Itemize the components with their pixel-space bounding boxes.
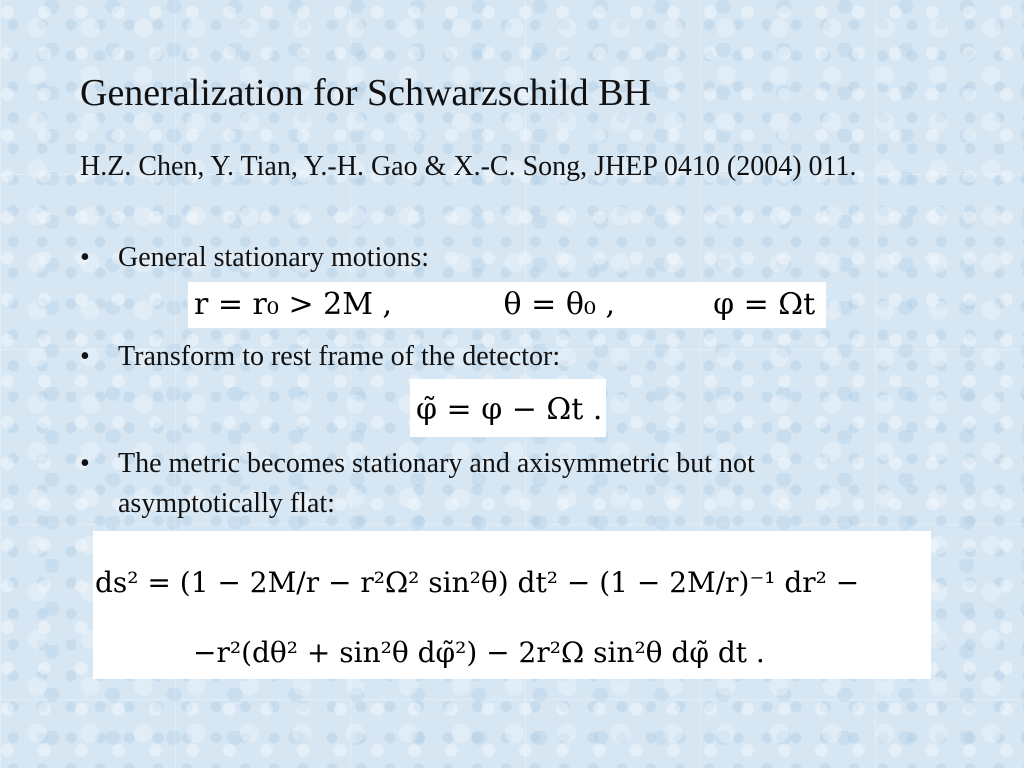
bullet-item xyxy=(80,337,908,377)
slide-title: Generalization for Schwarzschild BH xyxy=(80,72,651,114)
metric-line-1: ds² = (1 − 2M/r − r²Ω² sin²θ) dt² − (1 − 2M/r)⁻¹ dr² − xyxy=(95,565,860,599)
bullet-icon: • xyxy=(80,341,90,372)
bullet-icon: • xyxy=(80,448,90,479)
motion-equation xyxy=(188,282,826,328)
bullet-icon: • xyxy=(80,242,90,273)
bullet-item xyxy=(80,238,908,278)
citation: H.Z. Chen, Y. Tian, Y.-H. Gao & X.-C. Song, JHEP 0410 (2004) 011. xyxy=(80,151,857,182)
bullet-text: Transform to rest frame of the detector: xyxy=(118,341,561,372)
equation-r: r = r₀ > 2M , xyxy=(194,287,393,322)
bullet-text: General stationary motions: xyxy=(118,242,430,273)
metric-equation xyxy=(93,531,931,679)
bullet-item xyxy=(80,444,908,524)
bullet-text: The metric becomes stationary and axisymmetric but not asymptotically flat: xyxy=(118,448,755,519)
metric-line-2: −r²(dθ² + sin²θ dφ̃²) − 2r²Ω sin²θ dφ̃ dt . xyxy=(193,636,765,669)
transform-equation: φ̃ = φ − Ωt . xyxy=(410,379,606,437)
equation-theta: θ = θ₀ , xyxy=(503,287,615,322)
equation-phi: φ = Ωt xyxy=(713,287,816,322)
